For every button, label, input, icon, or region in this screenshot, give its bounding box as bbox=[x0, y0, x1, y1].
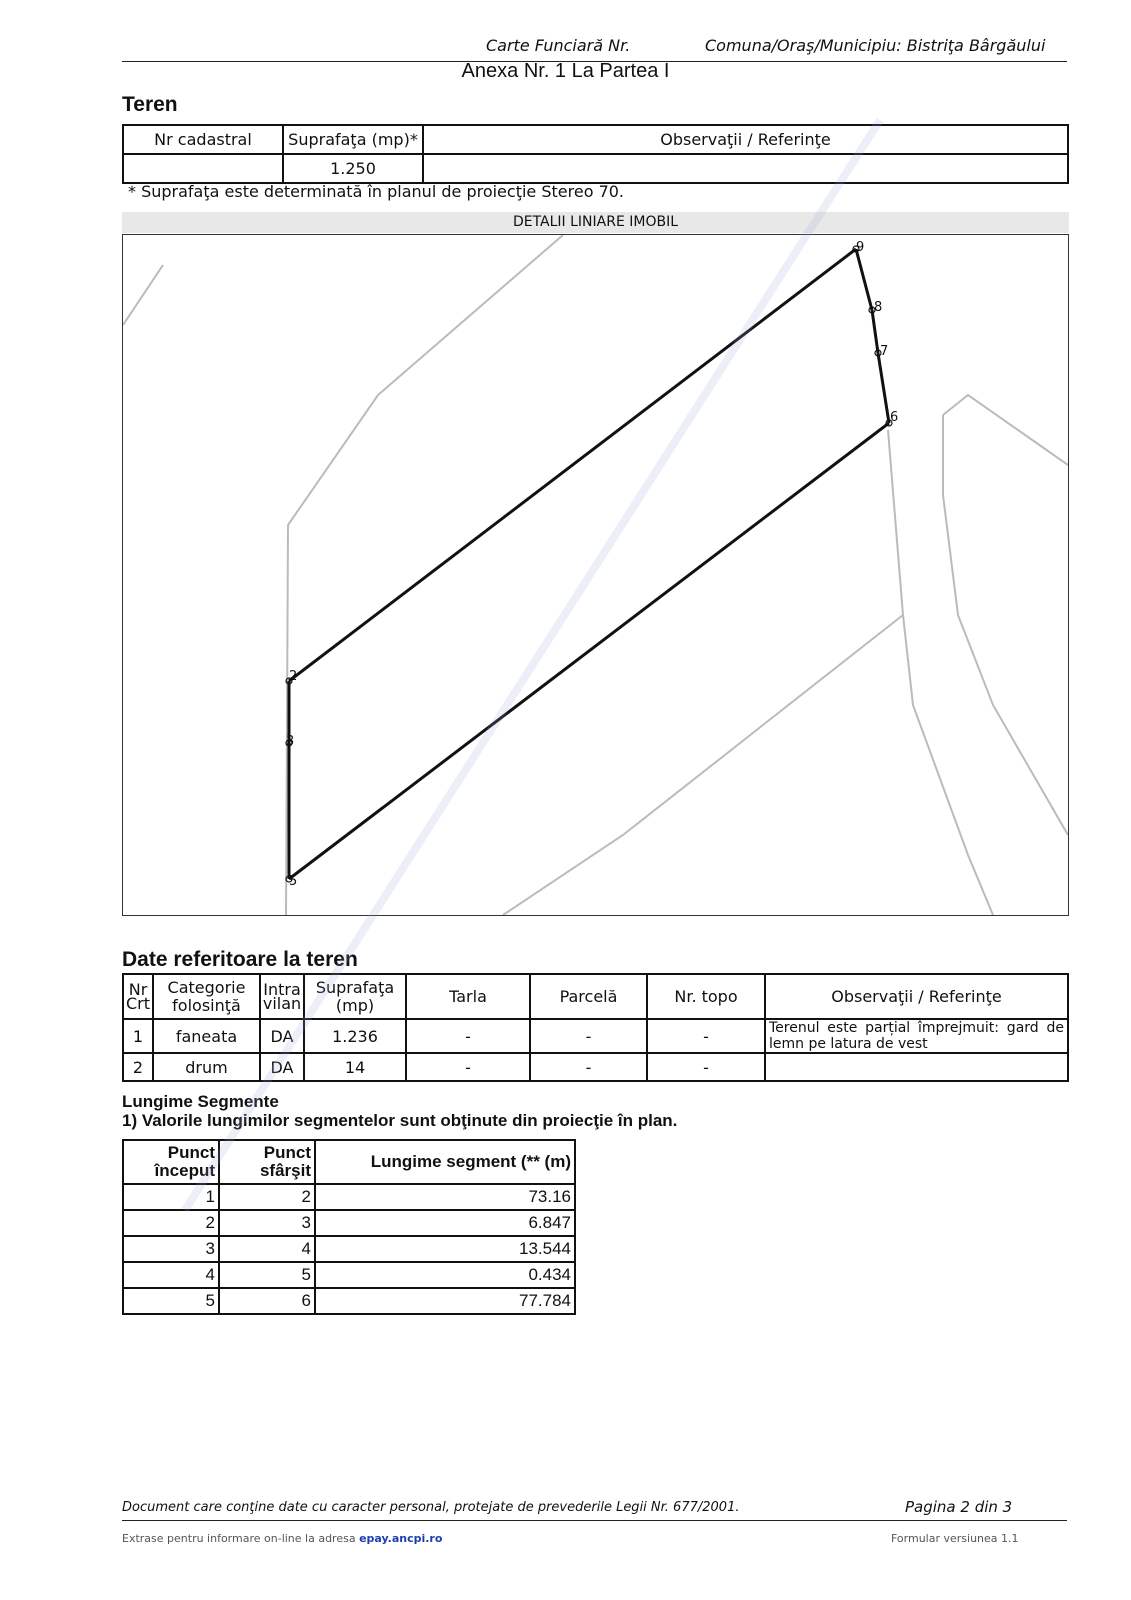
col-nr-crt: Nr Crt bbox=[123, 974, 153, 1019]
point-label-2: 2 bbox=[289, 669, 298, 684]
parcel-edge bbox=[878, 353, 889, 423]
col-nr-topo: Nr. topo bbox=[647, 974, 765, 1019]
table-row bbox=[123, 1262, 575, 1288]
bg-line bbox=[123, 265, 163, 325]
cell-nr-cadastral bbox=[123, 154, 283, 183]
table-row bbox=[123, 1184, 575, 1210]
table-row bbox=[123, 1288, 575, 1314]
point-label-7: 7 bbox=[880, 344, 889, 359]
row1-categorie: faneata bbox=[153, 1019, 260, 1053]
row1-parcela: - bbox=[530, 1019, 647, 1053]
suprafata-note: * Suprafaţa este determinată în planul de proiecţie Stereo 70. bbox=[128, 182, 625, 201]
cell-observatii bbox=[423, 154, 1068, 183]
bg-line bbox=[288, 235, 563, 525]
row1-nr: 1 bbox=[123, 1019, 153, 1053]
cell-length: 77.784 bbox=[315, 1288, 575, 1314]
cell-length: 13.544 bbox=[315, 1236, 575, 1262]
map-band-label: DETALII LINIARE IMOBIL bbox=[122, 212, 1069, 233]
segmente-table bbox=[122, 1139, 576, 1315]
parcel-map-svg bbox=[123, 235, 1068, 915]
table-row bbox=[123, 1236, 575, 1262]
col-punct-inceput: Punct început bbox=[123, 1140, 219, 1184]
parcel-map bbox=[122, 234, 1069, 916]
parcel-edge bbox=[856, 249, 872, 310]
segmente-heading: Lungime Segmente bbox=[122, 1092, 279, 1111]
footer-rule bbox=[122, 1520, 1067, 1521]
row2-topo: - bbox=[647, 1053, 765, 1081]
col-parcela: Parcelă bbox=[530, 974, 647, 1019]
cell-length: 0.434 bbox=[315, 1262, 575, 1288]
form-version: Formular versiunea 1.1 bbox=[891, 1532, 1019, 1545]
carte-funciara-label: Carte Funciară Nr. bbox=[486, 36, 631, 55]
bg-line bbox=[943, 395, 1068, 465]
bg-line bbox=[503, 615, 903, 915]
epay-link[interactable]: epay.ancpi.ro bbox=[359, 1532, 443, 1545]
cell-suprafata: 1.250 bbox=[283, 154, 423, 183]
cell-length: 6.847 bbox=[315, 1210, 575, 1236]
row2-tarla: - bbox=[406, 1053, 530, 1081]
bg-line bbox=[943, 415, 1068, 835]
col-suprafata: Suprafaţa (mp)* bbox=[283, 125, 423, 154]
point-label-6: 6 bbox=[890, 410, 899, 425]
cell-start: 5 bbox=[123, 1288, 219, 1314]
col-observatii: Observaţii / Referinţe bbox=[765, 974, 1068, 1019]
extrase-note bbox=[122, 1532, 442, 1545]
row2-nr: 2 bbox=[123, 1053, 153, 1081]
row2-parcela: - bbox=[530, 1053, 647, 1081]
segmente-subheading: 1) Valorile lungimilor segmentelor sunt obţinute din proiecţie în plan. bbox=[122, 1111, 678, 1130]
row2-observatii bbox=[765, 1053, 1068, 1081]
point-label-3: 3 bbox=[286, 734, 295, 749]
teren-heading: Teren bbox=[122, 93, 178, 116]
parcel-edge bbox=[289, 249, 856, 681]
cell-end: 4 bbox=[219, 1236, 315, 1262]
row1-intravilan: DA bbox=[260, 1019, 304, 1053]
point-label-8: 8 bbox=[874, 300, 883, 315]
col-suprafata: Suprafaţa (mp) bbox=[304, 974, 406, 1019]
cell-end: 2 bbox=[219, 1184, 315, 1210]
point-label-9: 9 bbox=[856, 240, 865, 255]
cell-start: 3 bbox=[123, 1236, 219, 1262]
page-number: Pagina 2 din 3 bbox=[905, 1498, 1013, 1516]
localitate-label: Comuna/Oraş/Municipiu: Bistriţa Bârgăului bbox=[705, 36, 1046, 55]
cell-end: 5 bbox=[219, 1262, 315, 1288]
row1-suprafata: 1.236 bbox=[304, 1019, 406, 1053]
date-teren-table bbox=[122, 973, 1069, 1082]
row2-categorie: drum bbox=[153, 1053, 260, 1081]
point-label-5: 5 bbox=[289, 874, 298, 889]
extrase-prefix: Extrase pentru informare on-line la adresa bbox=[122, 1532, 360, 1545]
teren-table bbox=[122, 124, 1069, 184]
col-intravilan: Intra vilan bbox=[260, 974, 304, 1019]
bg-line bbox=[888, 430, 993, 915]
page-title: Anexa Nr. 1 La Partea I bbox=[461, 60, 670, 82]
row1-observatii: Terenul este parțial împrejmuit: gard de lemn pe latura de vest bbox=[765, 1019, 1068, 1053]
parcel-edge bbox=[872, 310, 878, 353]
cell-start: 2 bbox=[123, 1210, 219, 1236]
row2-intravilan: DA bbox=[260, 1053, 304, 1081]
cell-start: 4 bbox=[123, 1262, 219, 1288]
row1-topo: - bbox=[647, 1019, 765, 1053]
col-punct-sfarsit: Punct sfârşit bbox=[219, 1140, 315, 1184]
cell-length: 73.16 bbox=[315, 1184, 575, 1210]
col-lungime: Lungime segment (** (m) bbox=[315, 1140, 575, 1184]
cell-start: 1 bbox=[123, 1184, 219, 1210]
col-observatii: Observaţii / Referinţe bbox=[423, 125, 1068, 154]
cell-end: 3 bbox=[219, 1210, 315, 1236]
date-teren-heading: Date referitoare la teren bbox=[122, 948, 358, 971]
row2-suprafata: 14 bbox=[304, 1053, 406, 1081]
col-tarla: Tarla bbox=[406, 974, 530, 1019]
table-row bbox=[123, 1210, 575, 1236]
col-nr-cadastral: Nr cadastral bbox=[123, 125, 283, 154]
parcel-edge bbox=[289, 423, 889, 879]
cell-end: 6 bbox=[219, 1288, 315, 1314]
row1-tarla: - bbox=[406, 1019, 530, 1053]
col-categorie: Categorie folosinţă bbox=[153, 974, 260, 1019]
legal-notice: Document care conţine date cu caracter personal, protejate de prevederile Legii Nr. 677/2001. bbox=[122, 1500, 740, 1515]
